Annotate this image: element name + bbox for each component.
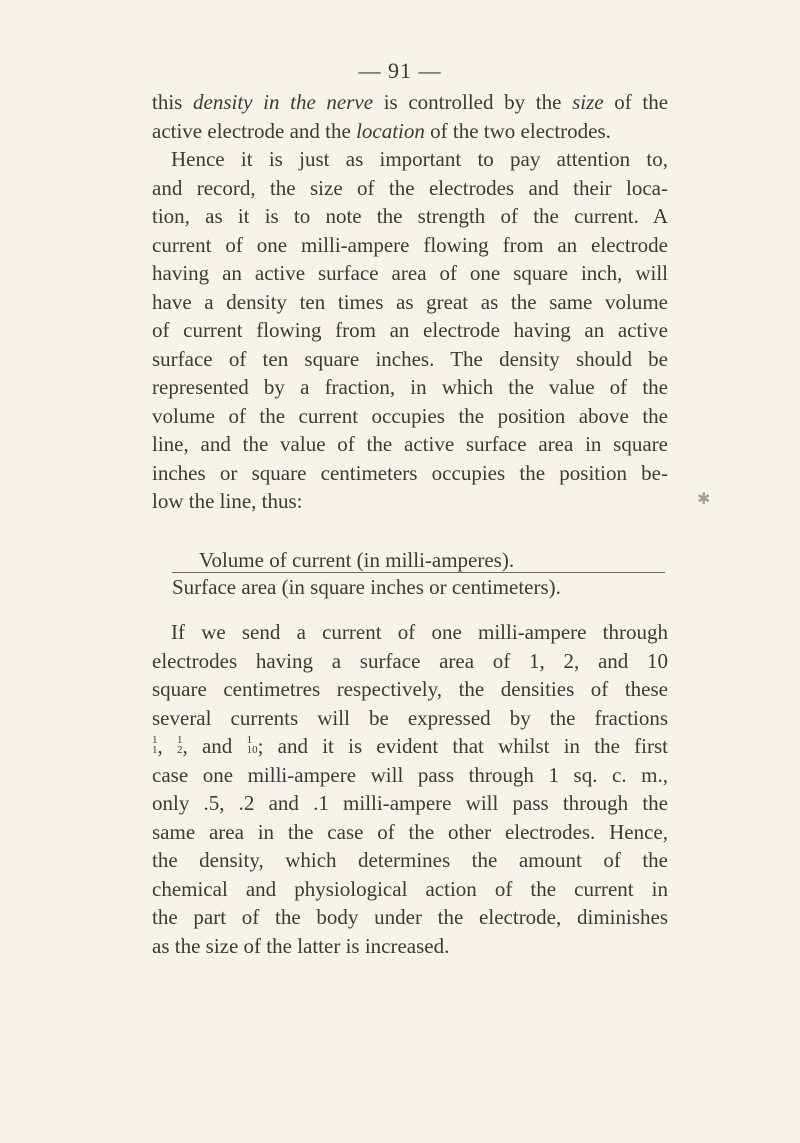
text-line: the part of the body under the electrode, diminishes [152, 905, 668, 929]
text-line: several currents will be expressed by the fractions [152, 705, 668, 730]
text-line: inches or square centimeters occupies the position be- [152, 460, 668, 485]
text-line: 1 1 , 1 2 , and 1 10 ; and it is evident that whilst in the first [152, 734, 669, 758]
text-line: square centimetres respectively, the densities of these [152, 677, 668, 701]
text-line: electrodes having a surface area of 1, 2, and 10 [152, 648, 668, 673]
text-line: of current flowing from an electrode having an active [152, 318, 668, 342]
text-line: having an active surface area of one square inch, will [152, 261, 668, 285]
text-line: active electrode and the location of the two electrodes. [152, 118, 611, 143]
fraction-one-over-one: 1 1 [152, 734, 158, 756]
emphasis-size: size [572, 90, 604, 114]
text-line: current of one milli-ampere flowing from an electrode [152, 232, 668, 257]
text-line: chemical and physiological action of the current in [152, 876, 668, 901]
emphasis-location: location [356, 118, 425, 143]
text-line: same area in the case of the other electrodes. Hence, [152, 819, 668, 844]
text-line: surface of ten square inches. The density should be [152, 346, 668, 371]
paragraph-example [152, 618, 668, 960]
density-formula [172, 546, 665, 601]
paragraph-density [152, 88, 668, 516]
text-line: only .5, .2 and .1 milli-ampere will pass through the [152, 791, 668, 815]
formula-denominator: Surface area (in square inches or centimeters). [172, 574, 561, 599]
formula-numerator: Volume of current (in milli-amperes). [199, 548, 515, 572]
text-line: If we send a current of one milli-ampere through [171, 620, 668, 644]
text-line: low the line, thus: [152, 489, 303, 513]
page-number: — 91 — [358, 58, 442, 83]
text-line: volume of the current occupies the position above the [152, 403, 668, 428]
text-line: the density, which determines the amount of the [152, 848, 668, 872]
text-line: line, and the value of the active surface area in square [152, 432, 668, 456]
text-line: represented by a fraction, in which the value of the [152, 375, 668, 399]
fraction-one-tenth: 1 10 [246, 734, 258, 756]
text-line: this density in the nerve is controlled by the size of the [152, 90, 669, 114]
text-line: as the size of the latter is increased. [152, 933, 450, 958]
margin-mark: ✱ [697, 491, 711, 508]
text-line: have a density ten times as great as the same volume [152, 289, 668, 314]
text-line: Hence it is just as important to pay attention to, [171, 147, 668, 171]
text-line: tion, as it is to note the strength of the current. A [152, 204, 668, 228]
text-line: and record, the size of the electrodes and their loca- [152, 175, 668, 200]
fraction-one-half: 1 2 [177, 734, 183, 756]
emphasis-density-in-nerve: density in the nerve [193, 90, 374, 114]
text-line: case one milli-ampere will pass through 1 sq. c. m., [152, 762, 668, 787]
